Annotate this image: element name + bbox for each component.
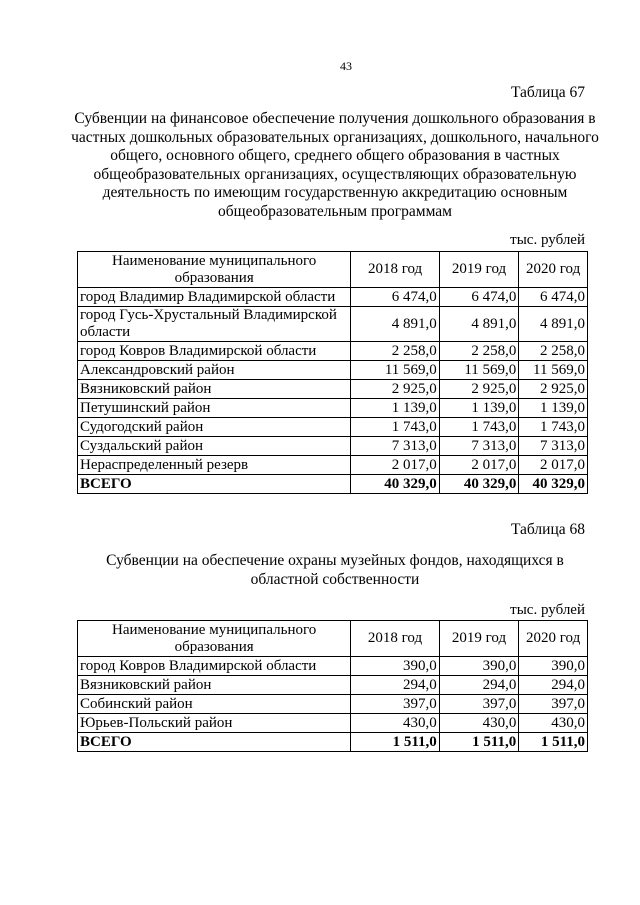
amount-cell: 6 474,0 [351, 288, 439, 307]
municipality-cell: Юрьев-Польский район [78, 714, 351, 733]
amount-cell: 1 511,0 [351, 733, 439, 752]
amount-cell: 11 569,0 [351, 361, 439, 380]
amount-cell: 2 925,0 [351, 380, 439, 399]
amount-cell: 40 329,0 [351, 475, 439, 494]
column-header: 2018 год [351, 252, 439, 288]
table-row [78, 714, 588, 733]
amount-cell: 397,0 [351, 695, 439, 714]
amount-cell: 2 258,0 [519, 342, 588, 361]
amount-cell: 397,0 [439, 695, 519, 714]
municipality-cell: город Ковров Владимирской области [78, 657, 351, 676]
table-67-unit: тыс. рублей [510, 232, 585, 248]
amount-cell: 390,0 [439, 657, 519, 676]
amount-cell: 11 569,0 [439, 361, 519, 380]
table-row [78, 380, 588, 399]
municipality-cell: город Ковров Владимирской области [78, 342, 351, 361]
total-row [78, 733, 588, 752]
amount-cell: 40 329,0 [439, 475, 519, 494]
amount-cell: 40 329,0 [519, 475, 588, 494]
municipality-cell: Вязниковский район [78, 380, 351, 399]
total-row [78, 475, 588, 494]
amount-cell: 430,0 [519, 714, 588, 733]
amount-cell: 2 258,0 [351, 342, 439, 361]
column-header: 2020 год [519, 621, 588, 657]
amount-cell: 397,0 [519, 695, 588, 714]
table-68 [77, 620, 588, 752]
amount-cell: 4 891,0 [519, 307, 588, 342]
municipality-cell: Вязниковский район [78, 676, 351, 695]
column-header: Наименование муниципального образования [78, 621, 351, 657]
municipality-cell: город Владимир Владимирской области [78, 288, 351, 307]
municipality-cell: ВСЕГО [78, 475, 351, 494]
table-row [78, 342, 588, 361]
amount-cell: 430,0 [351, 714, 439, 733]
amount-cell: 7 313,0 [519, 437, 588, 456]
table-67-title: Субвенции на финансовое обеспечение получения дошкольного образования в частных дошкольных образовательных организациях, дошкольного, начального общего, основного общего, среднего общего образования в частных общеобразовательных организациях, осуществляющих образовательную деятельность по имеющим государственную аккредитацию основным общеобразовательным программам [71, 110, 599, 220]
table-row [78, 657, 588, 676]
table-row [78, 437, 588, 456]
table-row [78, 307, 588, 342]
header-row [78, 252, 588, 288]
table-67-label: Таблица 67 [510, 84, 585, 101]
municipality-cell: Петушинский район [78, 399, 351, 418]
amount-cell: 2 017,0 [439, 456, 519, 475]
amount-cell: 390,0 [519, 657, 588, 676]
amount-cell: 390,0 [351, 657, 439, 676]
municipality-cell: Собинский район [78, 695, 351, 714]
column-header: Наименование муниципального образования [78, 252, 351, 288]
amount-cell: 2 017,0 [519, 456, 588, 475]
table-row [78, 399, 588, 418]
amount-cell: 1 511,0 [519, 733, 588, 752]
amount-cell: 1 139,0 [519, 399, 588, 418]
column-header: 2020 год [519, 252, 588, 288]
table-row [78, 361, 588, 380]
amount-cell: 1 743,0 [439, 418, 519, 437]
amount-cell: 2 925,0 [519, 380, 588, 399]
amount-cell: 430,0 [439, 714, 519, 733]
table-row [78, 456, 588, 475]
amount-cell: 294,0 [439, 676, 519, 695]
table-row [78, 418, 588, 437]
amount-cell: 11 569,0 [519, 361, 588, 380]
column-header: 2019 год [439, 252, 519, 288]
column-header: 2018 год [351, 621, 439, 657]
table-68-title: Субвенции на обеспечение охраны музейных фондов, находящихся в областной собственности [106, 552, 564, 588]
amount-cell: 4 891,0 [439, 307, 519, 342]
amount-cell: 4 891,0 [351, 307, 439, 342]
amount-cell: 7 313,0 [351, 437, 439, 456]
amount-cell: 2 258,0 [439, 342, 519, 361]
municipality-cell: город Гусь-Хрустальный Владимирской области [78, 307, 351, 342]
amount-cell: 7 313,0 [439, 437, 519, 456]
page-number: 43 [340, 59, 352, 73]
amount-cell: 1 139,0 [351, 399, 439, 418]
amount-cell: 6 474,0 [439, 288, 519, 307]
table-row [78, 695, 588, 714]
column-header: 2019 год [439, 621, 519, 657]
table-68-label: Таблица 68 [510, 521, 585, 538]
amount-cell: 1 743,0 [351, 418, 439, 437]
amount-cell: 1 511,0 [439, 733, 519, 752]
table-68-unit: тыс. рублей [510, 602, 585, 618]
amount-cell: 6 474,0 [519, 288, 588, 307]
amount-cell: 294,0 [519, 676, 588, 695]
amount-cell: 2 017,0 [351, 456, 439, 475]
municipality-cell: ВСЕГО [78, 733, 351, 752]
table-row [78, 288, 588, 307]
table-67 [77, 251, 588, 494]
amount-cell: 294,0 [351, 676, 439, 695]
amount-cell: 1 139,0 [439, 399, 519, 418]
amount-cell: 1 743,0 [519, 418, 588, 437]
table-row [78, 676, 588, 695]
amount-cell: 2 925,0 [439, 380, 519, 399]
municipality-cell: Александровский район [78, 361, 351, 380]
header-row [78, 621, 588, 657]
municipality-cell: Суздальский район [78, 437, 351, 456]
municipality-cell: Судогодский район [78, 418, 351, 437]
municipality-cell: Нераспределенный резерв [78, 456, 351, 475]
